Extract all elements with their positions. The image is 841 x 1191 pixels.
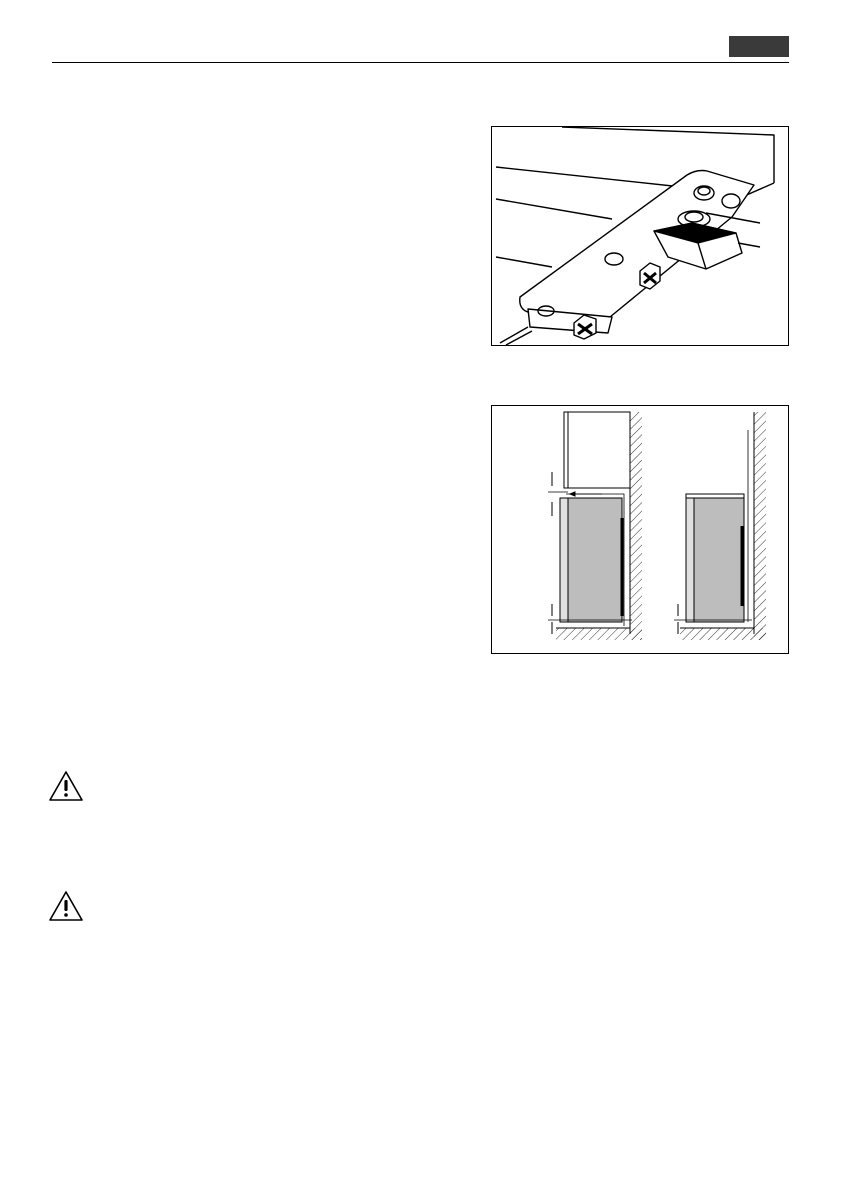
language-tab-badge [729,36,789,57]
warning-triangle-icon [48,770,84,802]
appliance-ventilation-diagram [492,406,789,654]
hinge-bracket-illustration [492,127,789,346]
header-rule [52,62,789,63]
hinge-detail-figure [491,126,789,346]
ventilation-clearance-figure [491,405,789,654]
warning-triangle-icon [48,890,84,922]
